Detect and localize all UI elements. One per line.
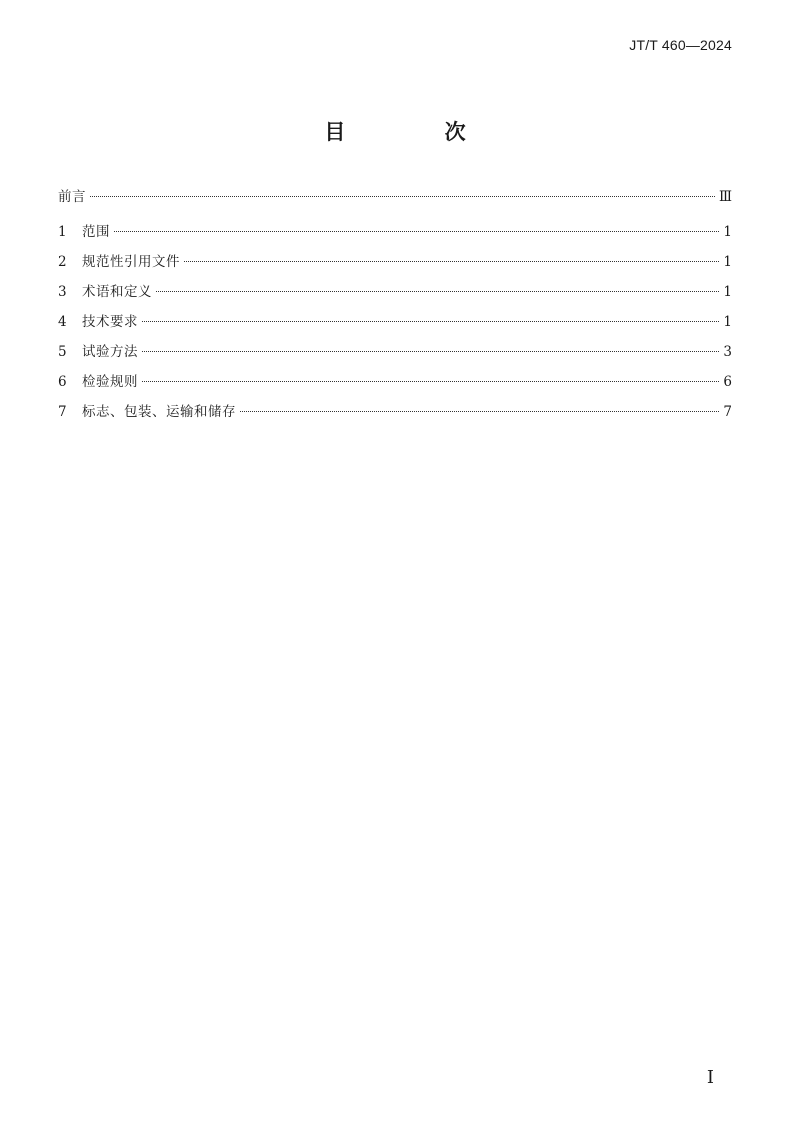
toc-entry-normative-references[interactable]	[58, 252, 732, 282]
dot-leader	[114, 231, 719, 232]
toc-entry-label: 检验规则	[82, 374, 138, 390]
toc-entry-page: Ⅲ	[718, 189, 732, 205]
toc-entry-test-methods[interactable]	[58, 342, 732, 372]
toc-entry-preface[interactable]	[58, 187, 732, 217]
standard-code: JT/T 460—2024	[629, 37, 732, 53]
toc-entry-number: 3	[58, 284, 67, 300]
toc-entry-technical-requirements[interactable]	[58, 312, 732, 342]
toc-entry-label: 标志、包装、运输和储存	[82, 404, 236, 420]
dot-leader	[184, 261, 719, 262]
toc-entry-number: 5	[58, 344, 67, 360]
toc-entry-label: 术语和定义	[82, 284, 152, 300]
toc-entry-page: 1	[723, 224, 732, 240]
toc-entry-page: 6	[723, 374, 732, 390]
dot-leader	[240, 411, 719, 412]
toc-entry-number: 1	[58, 224, 67, 240]
toc-entry-page: 3	[723, 344, 732, 360]
dot-leader	[142, 321, 719, 322]
dot-leader	[142, 381, 719, 382]
table-of-contents	[58, 187, 732, 432]
toc-entry-number: 4	[58, 314, 67, 330]
toc-entry-number: 6	[58, 374, 67, 390]
toc-entry-terms-definitions[interactable]	[58, 282, 732, 312]
toc-entry-scope[interactable]	[58, 222, 732, 252]
toc-entry-number: 7	[58, 404, 67, 420]
toc-entry-marking-packaging[interactable]	[58, 402, 732, 432]
toc-entry-page: 7	[723, 404, 732, 420]
toc-entry-number: 2	[58, 254, 67, 270]
toc-entry-label: 前言	[58, 189, 86, 205]
toc-entry-label: 技术要求	[82, 314, 138, 330]
toc-entry-label: 范围	[82, 224, 110, 240]
toc-entry-page: 1	[723, 254, 732, 270]
toc-title: 目 次	[324, 120, 512, 144]
page-number: I	[706, 1067, 714, 1088]
toc-entry-label: 规范性引用文件	[82, 254, 180, 270]
dot-leader	[90, 196, 715, 197]
dot-leader	[156, 291, 719, 292]
toc-entry-page: 1	[723, 284, 732, 300]
toc-entry-label: 试验方法	[82, 344, 138, 360]
dot-leader	[142, 351, 719, 352]
toc-entry-inspection-rules[interactable]	[58, 372, 732, 402]
toc-entry-page: 1	[723, 314, 732, 330]
